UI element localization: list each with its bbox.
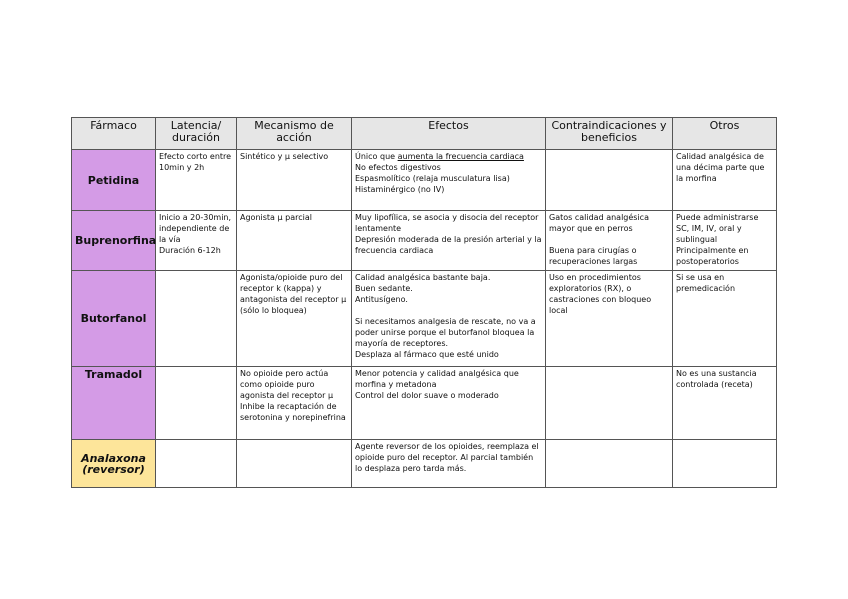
- latency-text: Duración 6-12h: [159, 246, 221, 255]
- other-text: No es una sustancia controlada (receta): [676, 369, 757, 389]
- mechanism-text: Agonista/opioide puro del receptor k (kappa) y antagonista del receptor µ (sólo lo bloquea): [240, 273, 347, 315]
- mechanism-cell: [237, 150, 352, 211]
- table-row: [72, 440, 777, 488]
- effects-cell: [352, 440, 546, 488]
- mechanism-text: Inhibe la recaptación de serotonina y norepinefrina: [240, 402, 346, 422]
- effects-cell: [352, 367, 546, 440]
- drug-name-analaxona: [72, 440, 156, 488]
- contra-cell: [546, 367, 673, 440]
- latency-cell: [156, 440, 237, 488]
- contra-cell: [546, 440, 673, 488]
- mechanism-cell: [237, 367, 352, 440]
- effects-text: No efectos digestivos: [355, 163, 441, 172]
- header-efectos: Efectos: [352, 118, 546, 150]
- mechanism-text: Agonista µ parcial: [240, 213, 312, 222]
- mechanism-text: Sintético y µ selectivo: [240, 152, 329, 161]
- mechanism-text: No opioide pero actúa como opioide puro agonista del receptor µ: [240, 369, 334, 400]
- contra-text: Gatos calidad analgésica mayor que en perros: [549, 213, 649, 233]
- contra-cell: [546, 150, 673, 211]
- other-text: Calidad analgésica de una décima parte que la morfina: [676, 152, 765, 183]
- pharmacology-table: [71, 117, 777, 488]
- contra-cell: [546, 271, 673, 367]
- effects-text: Antitusígeno.: [355, 295, 408, 304]
- effects-text: Buen sedante.: [355, 284, 413, 293]
- other-cell: [673, 440, 777, 488]
- mechanism-cell: [237, 211, 352, 271]
- latency-cell: [156, 211, 237, 271]
- header-mecanismo: Mecanismo de acción: [237, 118, 352, 150]
- spacer: [355, 305, 542, 316]
- mechanism-cell: [237, 440, 352, 488]
- effects-text: Desplaza al fármaco que esté unido: [355, 350, 499, 359]
- effects-text: [355, 151, 542, 162]
- effects-text: Depresión moderada de la presión arterial y la frecuencia cardiaca: [355, 235, 542, 255]
- header-latencia: Latencia/ duración: [156, 118, 237, 150]
- latency-cell: [156, 271, 237, 367]
- effects-text: Agente reversor de los opioides, reemplaza el opioide puro del receptor. Al parcial también lo desplaza pero tarda más.: [355, 442, 539, 473]
- spacer: [549, 234, 669, 245]
- latency-text: Efecto corto entre 10min y 2h: [159, 152, 232, 172]
- effects-cell: [352, 150, 546, 211]
- contra-cell: [546, 211, 673, 271]
- drug-name-buprenorfina: Buprenorfina: [72, 211, 156, 271]
- table-row: [72, 211, 777, 271]
- drug-name-line: Analaxona: [81, 451, 146, 465]
- other-text: Principalmente en postoperatorios: [676, 246, 749, 266]
- effects-text: Histaminérgico (no IV): [355, 185, 445, 194]
- effects-cell: [352, 211, 546, 271]
- other-text: Puede administrarse SC, IM, IV, oral y sublingual: [676, 213, 759, 244]
- table-row: [72, 150, 777, 211]
- contra-text: Buena para cirugías o recuperaciones largas: [549, 246, 638, 266]
- effects-text: Espasmolítico (relaja musculatura lisa): [355, 174, 510, 183]
- effects-cell: [352, 271, 546, 367]
- other-text: Si se usa en premedicación: [676, 273, 736, 293]
- drug-name-petidina: Petidina: [72, 150, 156, 211]
- header-farmaco: Fármaco: [72, 118, 156, 150]
- contra-text: Uso en procedimientos exploratorios (RX), o castraciones con bloqueo local: [549, 273, 652, 315]
- table-row: [72, 271, 777, 367]
- mechanism-cell: [237, 271, 352, 367]
- effects-text: Muy lipofílica, se asocia y disocia del receptor lentamente: [355, 213, 539, 233]
- effects-text: Control del dolor suave o moderado: [355, 391, 499, 400]
- effects-text: Calidad analgésica bastante baja.: [355, 273, 491, 282]
- effects-prefix: Único que: [355, 152, 398, 161]
- header-otros: Otros: [673, 118, 777, 150]
- drug-name-tramadol: Tramadol: [72, 367, 156, 440]
- other-cell: [673, 271, 777, 367]
- drug-name-butorfanol: Butorfanol: [72, 271, 156, 367]
- latency-cell: [156, 367, 237, 440]
- other-cell: [673, 367, 777, 440]
- latency-cell: [156, 150, 237, 211]
- drug-name-line: (reversor): [82, 462, 145, 476]
- effects-text: Menor potencia y calidad analgésica que morfina y metadona: [355, 369, 519, 389]
- latency-text: Inicio a 20-30min, independiente de la vía: [159, 213, 232, 244]
- other-cell: [673, 150, 777, 211]
- table-row: [72, 367, 777, 440]
- other-cell: [673, 211, 777, 271]
- header-contraindicaciones: Contraindicaciones y beneficios: [546, 118, 673, 150]
- effects-text: Si necesitamos analgesia de rescate, no va a poder unirse porque el butorfanol bloquea la mayoría de receptores.: [355, 317, 536, 348]
- header-row: [72, 118, 777, 150]
- effects-underlined: aumenta la frecuencia cardiaca: [397, 152, 524, 161]
